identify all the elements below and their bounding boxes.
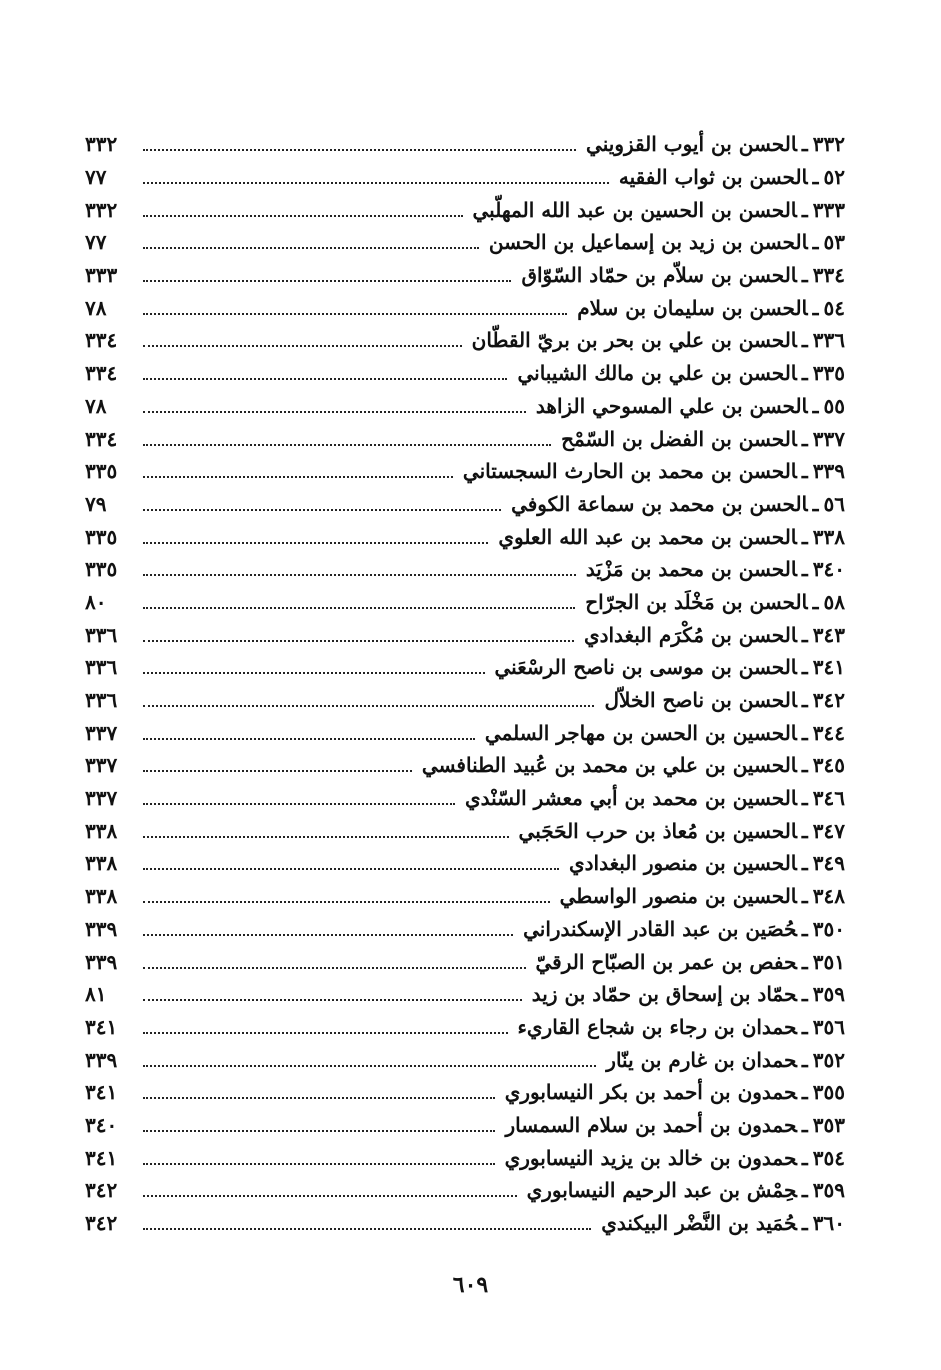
dot-leader <box>143 509 501 511</box>
entry-number: ٥٤ <box>823 295 845 320</box>
dot-leader <box>143 1130 495 1132</box>
index-entry <box>85 847 845 880</box>
index-entry <box>85 1043 845 1076</box>
entry-separator: ـ <box>801 753 808 778</box>
entry-number: ٣٥٢ <box>812 1047 845 1072</box>
entry-separator: ـ <box>801 1145 808 1170</box>
entry-name: حمّاد بن إسحاق بن حمّاد بن زيد <box>531 982 797 1007</box>
entry-separator: ـ <box>801 1080 808 1105</box>
entry-text <box>464 786 845 811</box>
entry-number: ٣٤٠ <box>812 557 845 582</box>
index-list <box>85 128 845 1239</box>
entry-number: ٣٣٥ <box>812 361 845 386</box>
index-entry <box>85 324 845 357</box>
entry-name: الحسن بن ثواب الفقيه <box>618 165 808 190</box>
entry-number: ٣٤٣ <box>812 622 845 647</box>
entry-name: الحسن بن مَخْلَد بن الجرّاح <box>585 589 808 614</box>
entry-text <box>535 393 845 418</box>
entry-text <box>505 1112 845 1137</box>
entry-name: الحسن بن زيد بن إسماعيل بن الحسن <box>488 230 808 255</box>
entry-page: ٣٤١ <box>85 1145 118 1170</box>
entry-page: ٧٧ <box>85 165 107 190</box>
dot-leader <box>143 1097 495 1099</box>
entry-text <box>517 1014 846 1039</box>
entry-page: ٣٣٥ <box>85 524 118 549</box>
entry-separator: ـ <box>801 328 808 353</box>
index-entry <box>85 553 845 586</box>
entry-text <box>618 165 845 190</box>
entry-name: الحسن بن علي بن مالك الشيباني <box>517 361 797 386</box>
index-entry <box>85 357 845 390</box>
dot-leader <box>143 280 511 282</box>
entry-separator: ـ <box>801 459 808 484</box>
index-entry <box>85 1076 845 1109</box>
entry-page: ٧٨ <box>85 393 107 418</box>
entry-separator: ـ <box>801 949 808 974</box>
entry-separator: ـ <box>812 165 819 190</box>
entry-separator: ـ <box>801 132 808 157</box>
index-entry <box>85 193 845 226</box>
entry-number: ٥٥ <box>823 393 845 418</box>
entry-separator: ـ <box>812 393 819 418</box>
entry-name: الحسن بن سلاّم بن حمّاد السّوّاق <box>521 263 797 288</box>
entry-page: ٣٣٨ <box>85 851 118 876</box>
entry-separator: ـ <box>801 1178 808 1203</box>
entry-text <box>559 884 845 909</box>
entry-name: الحسين بن منصور الواسطي <box>559 884 797 909</box>
entry-text <box>504 1080 845 1105</box>
index-entry <box>85 945 845 978</box>
index-entry <box>85 1174 845 1207</box>
entry-separator: ـ <box>801 786 808 811</box>
dot-leader <box>143 313 567 315</box>
entry-text <box>583 622 845 647</box>
entry-page: ٧٨ <box>85 295 107 320</box>
entry-text <box>511 491 845 516</box>
entry-page: ٣٣٤ <box>85 361 118 386</box>
entry-name: الحسين بن الحسن بن مهاجر السلمي <box>484 720 797 745</box>
entry-name: الحسن بن أيوب القزويني <box>586 132 797 157</box>
dot-leader <box>143 1228 591 1230</box>
entry-name: حُصَين بن عبد القادر الإسكندراني <box>523 916 797 941</box>
dot-leader <box>143 770 412 772</box>
entry-page: ٣٣٢ <box>85 197 118 222</box>
index-entry <box>85 1109 845 1142</box>
entry-separator: ـ <box>801 557 808 582</box>
index-entry <box>85 128 845 161</box>
entry-name: حُمَيد بن النَّضْر البيكندي <box>601 1211 797 1236</box>
index-entry <box>85 422 845 455</box>
entry-number: ٣٣٦ <box>812 328 845 353</box>
entry-text <box>531 982 845 1007</box>
entry-text <box>472 197 846 222</box>
entry-page: ٣٤٠ <box>85 1112 118 1137</box>
entry-number: ٣٥٤ <box>812 1145 845 1170</box>
index-entry <box>85 1141 845 1174</box>
entry-number: ٥٦ <box>823 491 845 516</box>
index-entry <box>85 1011 845 1044</box>
entry-separator: ـ <box>801 916 808 941</box>
entry-text <box>504 1145 845 1170</box>
index-entry <box>85 586 845 619</box>
entry-separator: ـ <box>801 1014 808 1039</box>
index-entry <box>85 716 845 749</box>
entry-number: ٣٥٩ <box>812 1178 845 1203</box>
entry-page: ٣٣٦ <box>85 655 118 680</box>
dot-leader <box>143 1163 495 1165</box>
dot-leader <box>143 934 513 936</box>
entry-page: ٣٣٦ <box>85 688 118 713</box>
entry-text <box>577 295 845 320</box>
entry-separator: ـ <box>801 720 808 745</box>
entry-text <box>498 524 845 549</box>
entry-separator: ـ <box>801 622 808 647</box>
entry-name: حمدان بن رجاء بن شجاع القاريء <box>517 1014 797 1039</box>
dot-leader <box>143 345 462 347</box>
index-entry <box>85 488 845 521</box>
entry-number: ٣٤٧ <box>812 818 845 843</box>
entry-separator: ـ <box>812 230 819 255</box>
dot-leader <box>143 640 574 642</box>
dot-leader <box>143 836 509 838</box>
entry-name: الحسن بن الحسين بن عبد الله المهلّبي <box>472 197 797 222</box>
entry-separator: ـ <box>801 1112 808 1137</box>
entry-number: ٥٨ <box>823 589 845 614</box>
entry-name: الحسن بن الفضل بن السّمْح <box>561 426 797 451</box>
entry-name: حمدون بن أحمد بن بكر النيسابوري <box>504 1080 797 1105</box>
entry-page: ٨١ <box>85 982 107 1007</box>
entry-separator: ـ <box>801 1047 808 1072</box>
entry-number: ٣٣٧ <box>812 426 845 451</box>
entry-page: ٣٤١ <box>85 1014 118 1039</box>
index-entry <box>85 814 845 847</box>
entry-page: ٨٠ <box>85 589 107 614</box>
entry-text <box>561 426 845 451</box>
entry-separator: ـ <box>801 818 808 843</box>
entry-name: الحسن بن علي المسوحي الزاهد <box>535 393 808 418</box>
index-entry <box>85 455 845 488</box>
entry-page: ٣٣٨ <box>85 884 118 909</box>
entry-separator: ـ <box>801 884 808 909</box>
entry-text <box>606 1047 845 1072</box>
entry-name: الحسن بن علي بن بحر بن بريّ القطّان <box>471 328 797 353</box>
entry-number: ٣٤٤ <box>812 720 845 745</box>
dot-leader <box>143 215 463 217</box>
entry-page: ٧٧ <box>85 230 107 255</box>
dot-leader <box>143 476 453 478</box>
entry-name: حمدان بن غارم بن ينّار <box>606 1047 797 1072</box>
entry-name: الحسن بن محمد بن الحارث السجستاني <box>462 459 797 484</box>
entry-number: ٣٥٩ <box>812 982 845 1007</box>
dot-leader <box>143 868 559 870</box>
index-entry <box>85 782 845 815</box>
entry-number: ٣٥١ <box>812 949 845 974</box>
dot-leader <box>143 574 576 576</box>
index-entry <box>85 390 845 423</box>
entry-number: ٣٣٩ <box>812 459 845 484</box>
index-entry <box>85 749 845 782</box>
entry-number: ٣٥٣ <box>812 1112 845 1137</box>
entry-page: ٣٣٣ <box>85 263 118 288</box>
dot-leader <box>143 247 479 249</box>
index-entry <box>85 226 845 259</box>
entry-name: الحسن بن ناصح الخلاّل <box>604 688 797 713</box>
entry-text <box>535 949 846 974</box>
entry-text <box>585 589 845 614</box>
entry-text <box>488 230 845 255</box>
dot-leader <box>143 411 526 413</box>
entry-name: الحسين بن منصور البغدادي <box>568 851 797 876</box>
entry-text <box>421 753 845 778</box>
entry-text <box>523 916 845 941</box>
entry-separator: ـ <box>812 589 819 614</box>
entry-separator: ـ <box>801 688 808 713</box>
entry-name: الحسن بن مُكْرَم البغدادي <box>583 622 797 647</box>
dot-leader <box>143 607 575 609</box>
entry-page: ٣٣٧ <box>85 720 118 745</box>
index-entry <box>85 291 845 324</box>
entry-page: ٣٣٤ <box>85 426 118 451</box>
entry-number: ٥٢ <box>823 165 845 190</box>
dot-leader <box>143 149 576 151</box>
page-number: ٦٠٩ <box>452 1272 489 1298</box>
index-entry <box>85 880 845 913</box>
entry-name: الحسن بن محمد بن مَزْيَد <box>585 557 797 582</box>
entry-number: ٥٣ <box>823 230 845 255</box>
entry-separator: ـ <box>801 982 808 1007</box>
entry-number: ٣٤١ <box>812 655 845 680</box>
entry-page: ٣٣٥ <box>85 557 118 582</box>
entry-text <box>604 688 845 713</box>
entry-separator: ـ <box>801 361 808 386</box>
entry-number: ٣٤٥ <box>812 753 845 778</box>
entry-number: ٣٦٠ <box>812 1211 845 1236</box>
entry-separator: ـ <box>812 491 819 516</box>
entry-page: ٣٣٦ <box>85 622 118 647</box>
entry-name: حِمْش بن عبد الرحيم النيسابوري <box>526 1178 797 1203</box>
dot-leader <box>143 182 609 184</box>
entry-separator: ـ <box>801 197 808 222</box>
entry-page: ٣٣٢ <box>85 132 118 157</box>
entry-page: ٣٣٧ <box>85 786 118 811</box>
entry-separator: ـ <box>801 1211 808 1236</box>
entry-page: ٣٣٩ <box>85 1047 118 1072</box>
entry-name: الحسين بن علي بن محمد بن عُبيد الطنافسي <box>421 753 797 778</box>
index-entry <box>85 651 845 684</box>
entry-text <box>471 328 845 353</box>
entry-text <box>517 361 845 386</box>
entry-name: الحسن بن موسى بن ناصح الرسْعَني <box>494 655 797 680</box>
entry-number: ٣٤٨ <box>812 884 845 909</box>
entry-separator: ـ <box>801 851 808 876</box>
dot-leader <box>143 999 522 1001</box>
index-entry <box>85 618 845 651</box>
entry-text <box>526 1178 845 1203</box>
entry-text <box>521 263 845 288</box>
dot-leader <box>143 901 550 903</box>
dot-leader <box>143 378 507 380</box>
entry-text <box>494 655 845 680</box>
entry-number: ٣٣٤ <box>812 263 845 288</box>
entry-name: الحسن بن محمد بن عبد الله العلوي <box>498 524 797 549</box>
entry-number: ٣٤٩ <box>812 851 845 876</box>
entry-page: ٣٤٢ <box>85 1178 118 1203</box>
entry-name: الحسن بن محمد بن سماعة الكوفي <box>511 491 808 516</box>
entry-name: الحسين بن محمد بن أبي معشر السّنْدي <box>464 786 797 811</box>
entry-number: ٣٣٢ <box>812 132 845 157</box>
dot-leader <box>143 1065 596 1067</box>
index-entry <box>85 1207 845 1240</box>
dot-leader <box>143 705 594 707</box>
index-entry <box>85 259 845 292</box>
entry-page: ٣٣٨ <box>85 818 118 843</box>
entry-number: ٣٣٨ <box>812 524 845 549</box>
entry-text <box>518 818 845 843</box>
entry-number: ٣٤٦ <box>812 786 845 811</box>
entry-name: حمدون بن أحمد بن سلام السمسار <box>505 1112 797 1137</box>
entry-separator: ـ <box>812 295 819 320</box>
entry-text <box>484 720 845 745</box>
entry-name: الحسين بن مُعاذ بن حرب الحَجَبي <box>518 818 797 843</box>
index-entry <box>85 684 845 717</box>
entry-page: ٣٤١ <box>85 1080 118 1105</box>
entry-page: ٣٣٤ <box>85 328 118 353</box>
dot-leader <box>143 444 551 446</box>
index-entry <box>85 520 845 553</box>
entry-name: حمدون بن خالد بن يزيد النيسابوري <box>504 1145 797 1170</box>
entry-page: ٣٣٩ <box>85 916 118 941</box>
entry-text <box>585 557 845 582</box>
entry-text <box>586 132 845 157</box>
entry-page: ٣٤٢ <box>85 1211 118 1236</box>
entry-separator: ـ <box>801 655 808 680</box>
entry-separator: ـ <box>801 263 808 288</box>
entry-separator: ـ <box>801 426 808 451</box>
index-entry <box>85 161 845 194</box>
entry-page: ٣٣٥ <box>85 459 118 484</box>
entry-number: ٣٣٣ <box>812 197 845 222</box>
entry-name: الحسن بن سليمان بن سلام <box>577 295 808 320</box>
entry-number: ٣٥٠ <box>812 916 845 941</box>
entry-separator: ـ <box>801 524 808 549</box>
entry-number: ٣٥٦ <box>812 1014 845 1039</box>
entry-name: حفص بن عمر بن الصبّاح الرقيّ <box>535 949 797 974</box>
dot-leader <box>143 542 488 544</box>
entry-page: ٧٩ <box>85 491 107 516</box>
index-entry <box>85 978 845 1011</box>
dot-leader <box>143 672 485 674</box>
entry-text <box>601 1211 845 1236</box>
entry-page: ٣٣٩ <box>85 949 118 974</box>
dot-leader <box>143 1195 517 1197</box>
entry-text <box>462 459 845 484</box>
index-entry <box>85 913 845 946</box>
dot-leader <box>143 738 475 740</box>
entry-number: ٣٤٢ <box>812 688 845 713</box>
dot-leader <box>143 967 526 969</box>
entry-text <box>568 851 845 876</box>
entry-number: ٣٥٥ <box>812 1080 845 1105</box>
dot-leader <box>143 803 455 805</box>
entry-page: ٣٣٧ <box>85 753 118 778</box>
dot-leader <box>143 1032 508 1034</box>
